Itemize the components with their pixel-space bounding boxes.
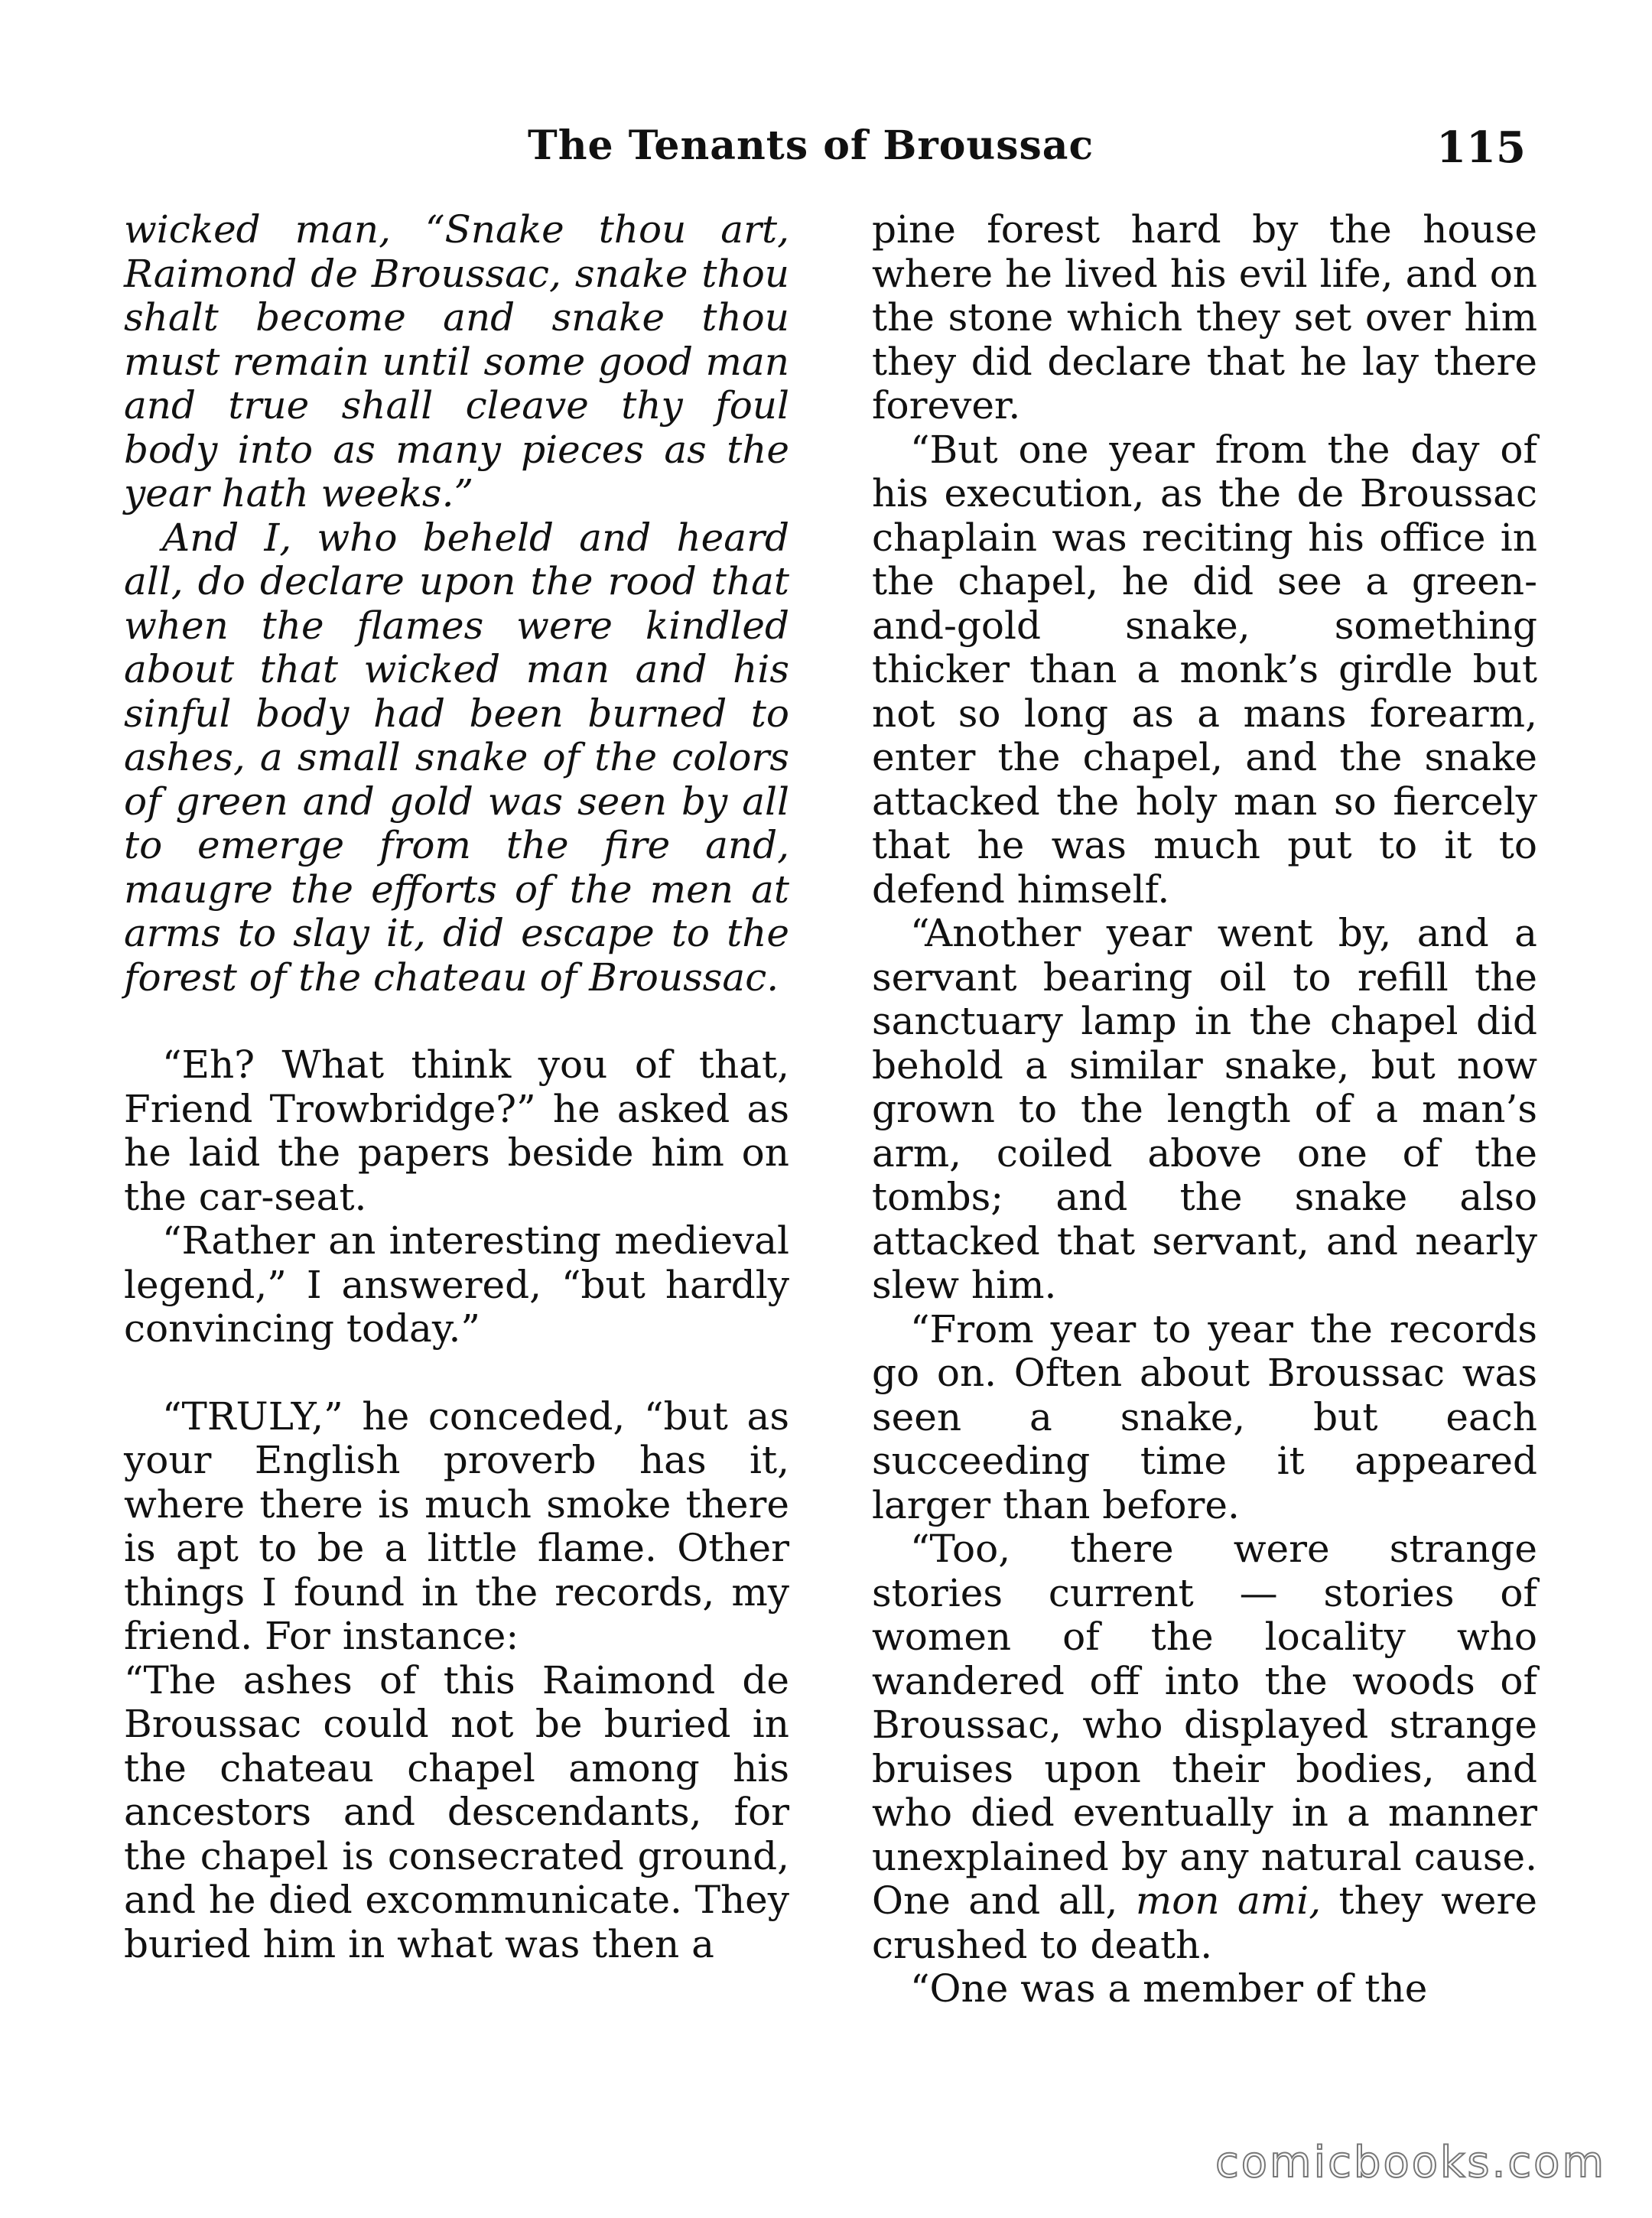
page-header — [0, 122, 1652, 176]
paragraph: “From year to year the records go on. Often about Broussac was seen a snake, but each succeeding time it appeared larger than before. — [872, 1306, 1537, 1527]
paragraph — [872, 1527, 1537, 1967]
document-quote-end: wicked man, “Snake thou art, Raimond de Broussac, snake thou shalt become and snake thou must remain until some good man and true shall cleave thy foul body into as many pieces as the year hath weeks.” — [124, 207, 789, 515]
paragraph: “One was a member of the — [910, 1966, 1428, 2011]
paragraph: “TRULY,” he conceded, “but as your English proverb has it, where there is much smoke there is apt to be a little flame. Other things I found in the records, my friend. For instance: — [124, 1394, 789, 1658]
paragraph: pine forest hard by the house where he lived his evil life, and on the stone which they set over him they did declare that he lay there forever. — [872, 207, 1537, 428]
right-column — [872, 208, 1537, 2011]
paragraph: “But one year from the day of his execution, as the de Broussac chaplain was reciting his office in the chapel, he did see a green-and-gold snake, something thicker than a monk’s girdle but not so long as a mans forearm, enter the chapel, and the snake attacked the holy man so fiercely that he was much put to it to defend himself. — [872, 427, 1537, 912]
paragraph-text: “Too, there were strange stories current — stories of women of the locality who wandered off into the woods of Broussac, who displayed strange bruises upon their bodies, and who died eventually in a manner unexplained by any natural cause. One and all, — [872, 1527, 1537, 1923]
watermark: comicbooks.com — [1215, 2138, 1606, 2187]
paragraph: “The ashes of this Raimond de Broussac could not be buried in the chateau chapel among his ancestors and descendants, for the chapel is consecrated ground, and he died excommunicate. They buried him in what was then a — [124, 1657, 789, 1966]
paragraph: “Eh? What think you of that, Friend Trowbridge?” he asked as he laid the papers beside him on the car-seat. — [124, 1042, 789, 1219]
paragraph: “Rather an interesting medieval legend,” I answered, “but hardly convincing today.” — [124, 1218, 789, 1351]
left-column — [124, 208, 789, 1966]
page-number: 115 — [1436, 122, 1526, 173]
document-quote-testimony: And I, who beheld and heard all, do declare upon the rood that when the flames were kindled about that wicked man and his sinful body had been burned to ashes, a small snake of the colors of green and gold was seen by all to emerge from the fire and, maugre the efforts of the men at arms to slay it, did escape to the forest of the chateau of Broussac. — [124, 515, 789, 1000]
italic-phrase: mon ami, — [1135, 1878, 1322, 1923]
running-title: The Tenants of Broussac — [528, 122, 1094, 169]
paragraph-text: they were crushed to death. — [872, 1878, 1538, 1967]
paragraph: “Another year went by, and a servant bearing oil to refill the sanctuary lamp in the chapel did behold a similar snake, but now grown to the length of a man’s arm, coiled above one of the tombs; and the snake also attacked that servant, and nearly slew him. — [872, 911, 1537, 1307]
